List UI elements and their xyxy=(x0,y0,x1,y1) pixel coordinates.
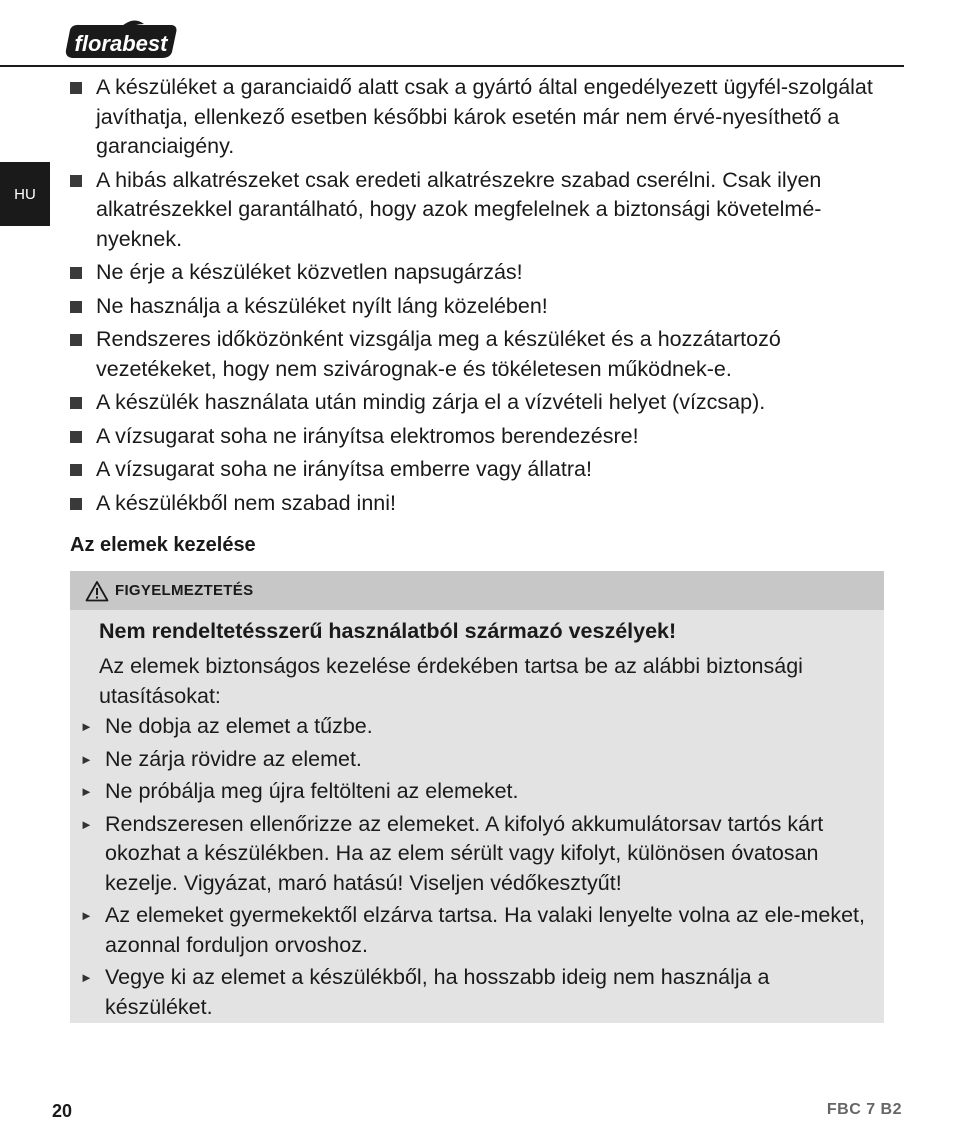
model-number: FBC 7 B2 xyxy=(826,1101,902,1118)
square-bullet-icon xyxy=(70,267,82,279)
square-bullet-icon xyxy=(70,397,82,409)
list-item xyxy=(80,777,875,807)
arrow-bullet-icon: ► xyxy=(80,784,93,799)
warning-header xyxy=(70,571,884,610)
page-number: 20 xyxy=(52,1101,73,1121)
list-item-text: A vízsugarat soha ne irányítsa emberre vagy állatra! xyxy=(96,457,592,481)
warning-triangle-icon xyxy=(85,580,109,602)
warning-box xyxy=(70,571,884,1023)
safety-bullet-list xyxy=(70,73,890,522)
list-item xyxy=(80,712,875,742)
list-item xyxy=(70,292,890,322)
list-item-text: Rendszeres időközönként vizsgálja meg a készüléket és a hozzátartozó vezetékeket, hogy nem szivárognak-e és tökéletesen működnek-e. xyxy=(96,327,781,381)
arrow-bullet-icon: ► xyxy=(80,751,93,767)
list-item-text: Ne próbálja meg újra feltölteni az elemeket. xyxy=(105,779,519,803)
list-item-text: A készülék használata után mindig zárja el a vízvételi helyet (vízcsap). xyxy=(96,390,766,414)
list-item-text: A hibás alkatrészeket csak eredeti alkatrészekre szabad cserélni. Csak ilyen alkatrészekkel garantálható, hogy azok megfelelnek a biztonsági követelmé-nyeknek. xyxy=(96,167,822,251)
list-item xyxy=(70,489,890,519)
square-bullet-icon xyxy=(70,301,82,313)
list-item xyxy=(80,901,875,960)
header-divider xyxy=(0,65,904,67)
arrow-bullet-icon: ► xyxy=(80,970,93,985)
list-item-text: Vegye ki az elemet a készülékből, ha hosszabb ideig nem használja a készüléket. xyxy=(105,965,770,1019)
arrow-bullet-icon: ► xyxy=(80,908,93,923)
square-bullet-icon xyxy=(70,498,82,510)
list-item xyxy=(80,963,875,1022)
list-item-text: Ne dobja az elemet a tűzbe. xyxy=(105,714,373,738)
warning-intro: Az elemek biztonságos kezelése érdekében tartsa be az alábbi biztonsági utasításokat: xyxy=(99,654,803,708)
list-item-text: Rendszeresen ellenőrizze az elemeket. A kifolyó akkumulátorsav tartós kárt okozhat a készülékben. Ha az elem sérült vagy kifolyt, különösen óvatosan kezelje. Vigyázat, maró hatású! Viseljen védőkesztyűt! xyxy=(105,811,824,895)
square-bullet-icon xyxy=(70,334,82,346)
logo-text: florabest xyxy=(74,31,168,56)
list-item xyxy=(70,388,890,418)
list-item-text: A vízsugarat soha ne irányítsa elektromos berendezésre! xyxy=(96,423,639,448)
list-item xyxy=(70,422,890,452)
list-item-text: Ne zárja rövidre az elemet. xyxy=(105,746,362,771)
list-item xyxy=(70,258,890,288)
list-item xyxy=(70,166,890,255)
list-item xyxy=(70,73,890,162)
section-heading: Az elemek kezelése xyxy=(70,534,256,556)
arrow-bullet-icon: ► xyxy=(80,816,93,832)
list-item-text: Az elemeket gyermekektől elzárva tartsa. Ha valaki lenyelte volna az ele-meket, azonnal forduljon orvoshoz. xyxy=(105,903,866,957)
square-bullet-icon xyxy=(70,431,82,443)
list-item-text: A készüléket a garanciaidő alatt csak a gyártó által engedélyezett ügyfél-szolgálat javíthatja, ellenkező esetben későbbi károk esetén már nem érvé-nyesíthető a garanciaigény. xyxy=(96,75,873,158)
language-tab: HU xyxy=(0,162,50,226)
square-bullet-icon xyxy=(70,175,82,187)
square-bullet-icon xyxy=(70,82,82,94)
warning-list xyxy=(80,712,875,1025)
list-item xyxy=(70,325,890,384)
florabest-logo xyxy=(62,18,180,60)
arrow-bullet-icon: ► xyxy=(80,719,93,734)
warning-label: FIGYELMEZTETÉS xyxy=(115,582,254,599)
list-item xyxy=(80,745,875,775)
list-item-text: Ne érje a készüléket közvetlen napsugárzás! xyxy=(96,260,523,284)
warning-title: Nem rendeltetésszerű használatból származó veszélyek! xyxy=(99,619,677,643)
square-bullet-icon xyxy=(70,464,82,476)
list-item-text: Ne használja a készüléket nyílt láng közelében! xyxy=(96,293,548,318)
list-item xyxy=(80,810,875,899)
list-item xyxy=(70,455,890,485)
list-item-text: A készülékből nem szabad inni! xyxy=(96,490,396,515)
